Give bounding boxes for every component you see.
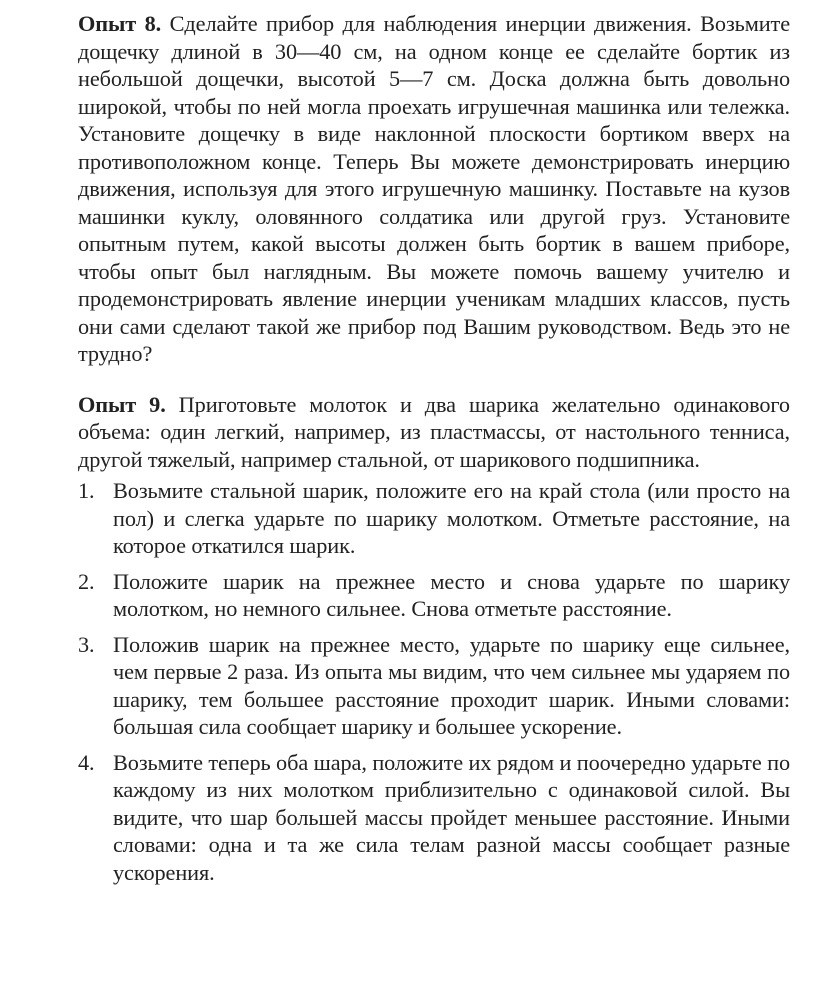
list-item-number: 1. — [78, 478, 95, 503]
list-item — [78, 631, 790, 741]
list-item-text: Положив шарик на прежнее место, ударьте по шарику еще сильнее, чем первые 2 раза. Из опыта мы видим, что чем сильнее мы ударяем по шарику, тем большее расстояние проходит шарик. Иными словами: большая сила сообщает шарику и большее ускорение. — [113, 631, 790, 739]
experiment-8-heading: Опыт 8. — [78, 11, 162, 36]
list-item-number: 2. — [78, 568, 95, 594]
experiment-9-text: Приготовьте молоток и два шарика желательно одинакового объема: один легкий, например, из пластмассы, от настольного тенниса, другой тяжелый, например стальной, от шарикового подшипника. — [78, 391, 790, 472]
experiment-8-text: Сделайте прибор для наблюдения инерции движения. Возьмите дощечку длиной в 30—40 см, на одном конце ее сделайте бортик из небольшой дощечки, высотой 5—7 см. Доска должна быть довольно широкой, чтобы по ней могла проехать игрушечная машинка или тележка. Установите дощечку в виде наклонной плоскости бортиком вверх на противоположном конце. Теперь Вы можете демонстрировать инерцию движения, используя для этого игрушечную машинку. Поставьте на кузов машинки куклу, оловянного солдатика или другой груз. Установите опытным путем, какой высоты должен быть бортик в вашем приборе, чтобы опыт был наглядным. Вы можете помочь вашему учителю и продемонстрировать явление инерции ученикам младших классов, пусть они сами сделают такой же прибор под Вашим руководством. Ведь это не трудно? — [78, 11, 790, 366]
list-item-text: Возьмите стальной шарик, положите его на край стола (или просто на пол) и слегка ударьте по шарику молотком. Отметьте расстояние, на которое откатился шарик. — [113, 478, 790, 558]
list-item-number: 4. — [78, 749, 95, 775]
list-item-text: Возьмите теперь оба шара, положите их рядом и поочередно ударьте по каждому из них молотком приблизительно с одинаковой силой. Вы видите, что шар большей массы пройдет меньшее расстояние. Иными словами: одна и та же сила телам разной массы сообщает разные ускорения. — [113, 749, 790, 885]
experiment-9-heading: Опыт 9. — [78, 391, 166, 417]
list-item-number: 3. — [78, 631, 95, 657]
list-item — [78, 568, 790, 623]
list-item — [78, 749, 790, 887]
experiment-9-steps — [78, 477, 790, 886]
experiment-9-paragraph — [78, 391, 790, 474]
list-item — [78, 477, 790, 560]
list-item-text: Положите шарик на прежнее место и снова ударьте по шарику молотком, но немного сильнее. Снова отметьте расстояние. — [113, 568, 790, 621]
experiment-8-paragraph — [78, 10, 790, 368]
document-page — [78, 10, 790, 886]
